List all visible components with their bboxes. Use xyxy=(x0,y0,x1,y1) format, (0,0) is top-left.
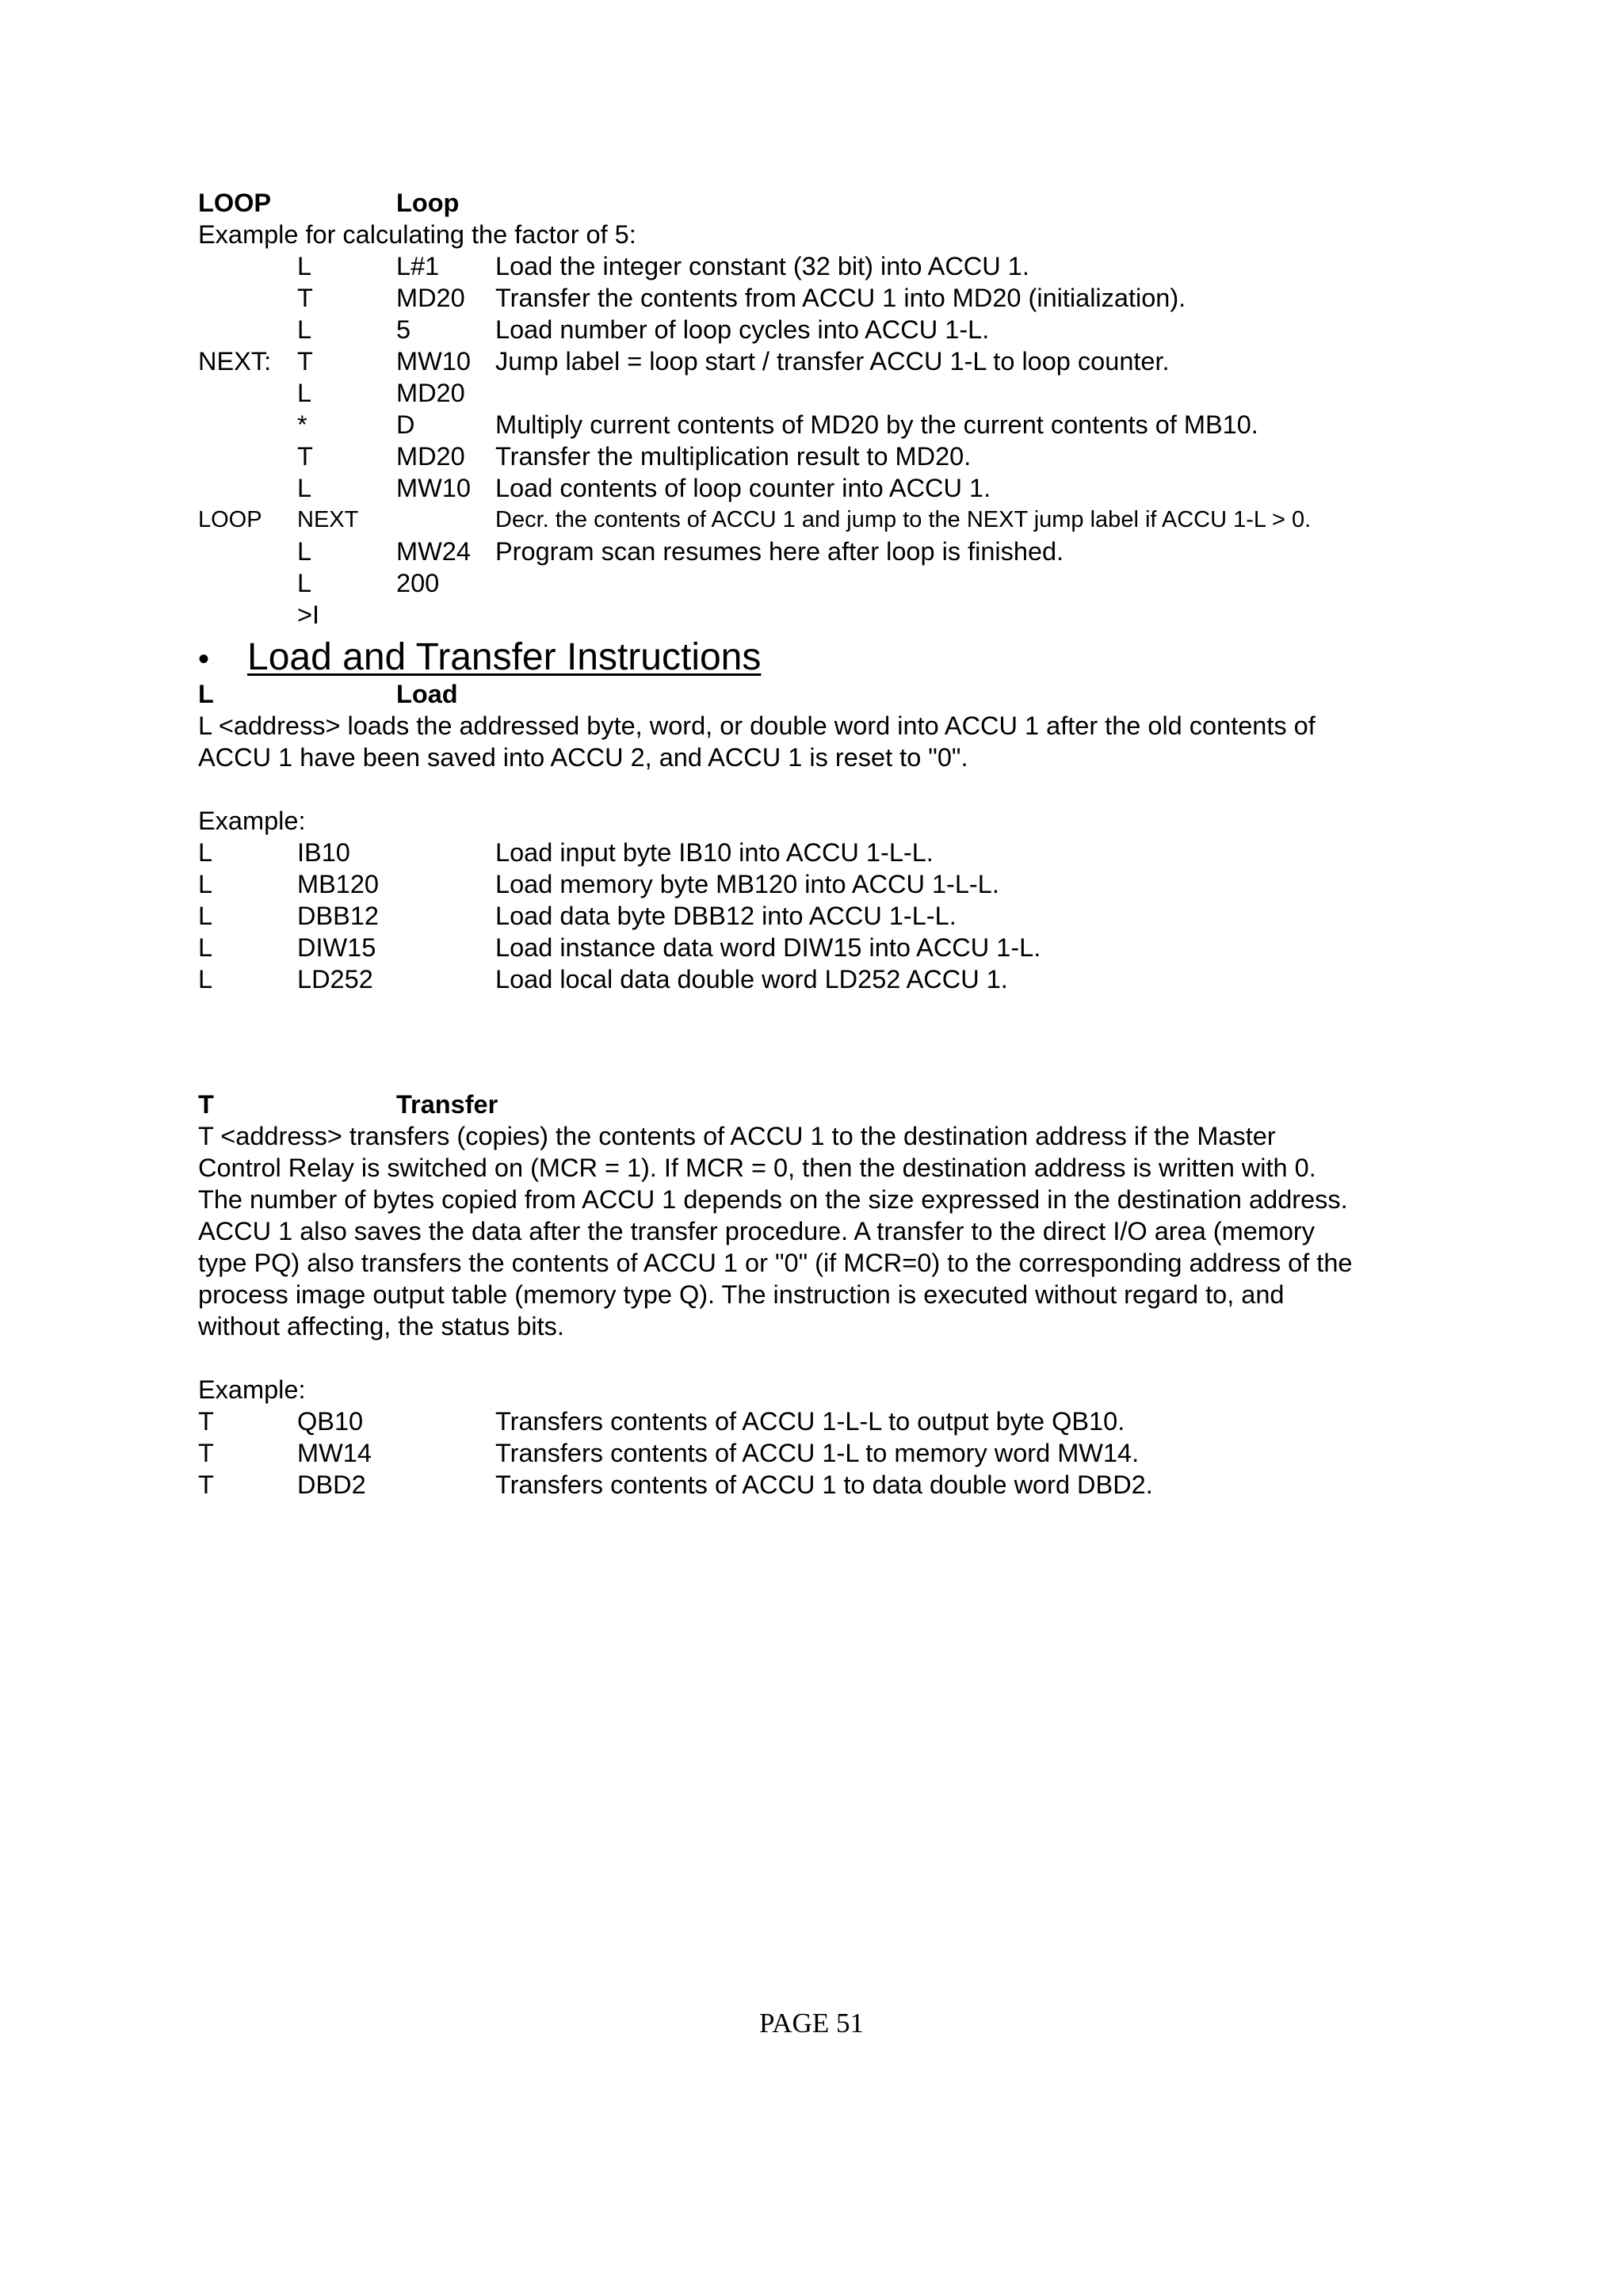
code-op: >I xyxy=(297,601,320,629)
example-comment: Transfers contents of ACCU 1-L to memory word MW14. xyxy=(495,1439,1140,1467)
load-title: Load xyxy=(396,680,458,708)
code-comment: Load number of loop cycles into ACCU 1-L. xyxy=(495,315,990,344)
example-comment: Load instance data word DIW15 into ACCU 1-L. xyxy=(495,933,1041,962)
example-op: L xyxy=(198,902,213,930)
code-op: L xyxy=(297,569,312,597)
code-comment: Decr. the contents of ACCU 1 and jump to the NEXT jump label if ACCU 1-L > 0. xyxy=(495,507,1312,532)
code-operand: 200 xyxy=(396,569,440,597)
code-op: T xyxy=(297,284,313,312)
example-comment: Transfers contents of ACCU 1 to data double word DBD2. xyxy=(495,1470,1153,1499)
code-op: L xyxy=(297,537,312,566)
transfer-description-line: Control Relay is switched on (MCR = 1). If MCR = 0, then the destination address is written with 0. xyxy=(198,1154,1316,1182)
section-heading-text: Load and Transfer Instructions xyxy=(247,636,762,678)
example-op: L xyxy=(198,965,213,994)
code-op: T xyxy=(297,442,313,471)
load-example-label: Example: xyxy=(198,807,306,835)
example-operand: DIW15 xyxy=(297,933,376,962)
example-op: L xyxy=(198,933,213,962)
example-operand: MB120 xyxy=(297,870,379,898)
loop-title: Loop xyxy=(396,189,460,217)
load-mnemonic: L xyxy=(198,680,214,708)
transfer-example-label: Example: xyxy=(198,1375,306,1404)
example-operand: IB10 xyxy=(297,838,350,867)
code-comment: Transfer the contents from ACCU 1 into MD20 (initialization). xyxy=(495,284,1186,312)
code-op: * xyxy=(297,410,307,439)
code-label: NEXT: xyxy=(198,347,272,376)
example-comment: Load memory byte MB120 into ACCU 1-L-L. xyxy=(495,870,999,898)
example-op: L xyxy=(198,838,213,867)
transfer-title: Transfer xyxy=(396,1090,498,1119)
code-comment: Load the integer constant (32 bit) into ACCU 1. xyxy=(495,252,1029,280)
example-comment: Load input byte IB10 into ACCU 1-L-L. xyxy=(495,838,934,867)
example-op: T xyxy=(198,1407,214,1436)
code-comment: Program scan resumes here after loop is finished. xyxy=(495,537,1064,566)
code-operand: MW10 xyxy=(396,347,471,376)
example-operand: DBB12 xyxy=(297,902,379,930)
transfer-description-line: The number of bytes copied from ACCU 1 depends on the size expressed in the destination address. xyxy=(198,1185,1348,1214)
example-comment: Load local data double word LD252 ACCU 1. xyxy=(495,965,1008,994)
example-comment: Transfers contents of ACCU 1-L-L to output byte QB10. xyxy=(495,1407,1125,1436)
code-operand: MW10 xyxy=(396,474,471,502)
code-comment: Jump label = loop start / transfer ACCU 1-L to loop counter. xyxy=(495,347,1170,376)
transfer-description-line: process image output table (memory type Q). The instruction is executed without regard to, and xyxy=(198,1280,1285,1309)
code-comment: Load contents of loop counter into ACCU 1. xyxy=(495,474,991,502)
page-number: PAGE 51 xyxy=(759,2008,864,2039)
example-operand: LD252 xyxy=(297,965,373,994)
transfer-description-line: ACCU 1 also saves the data after the transfer procedure. A transfer to the direct I/O area (memory xyxy=(198,1217,1315,1245)
example-op: L xyxy=(198,870,213,898)
code-operand: MW24 xyxy=(396,537,471,566)
loop-example-intro: Example for calculating the factor of 5: xyxy=(198,220,636,249)
section-heading xyxy=(198,634,761,681)
loop-mnemonic: LOOP xyxy=(198,189,272,217)
code-operand: 5 xyxy=(396,315,411,344)
code-op: T xyxy=(297,347,313,376)
code-op: L xyxy=(297,379,312,407)
transfer-description-line: type PQ) also transfers the contents of ACCU 1 or "0" (if MCR=0) to the corresponding address of the xyxy=(198,1249,1353,1277)
transfer-mnemonic: T xyxy=(198,1090,214,1119)
example-operand: QB10 xyxy=(297,1407,364,1436)
bullet-icon: • xyxy=(198,642,210,677)
example-comment: Load data byte DBB12 into ACCU 1-L-L. xyxy=(495,902,957,930)
example-op: T xyxy=(198,1439,214,1467)
code-comment: Multiply current contents of MD20 by the current contents of MB10. xyxy=(495,410,1258,439)
code-operand: MD20 xyxy=(396,284,465,312)
code-op: L xyxy=(297,252,312,280)
code-op: L xyxy=(297,315,312,344)
code-op: NEXT xyxy=(297,507,359,532)
code-label: LOOP xyxy=(198,507,262,532)
load-description-line: L <address> loads the addressed byte, word, or double word into ACCU 1 after the old contents of xyxy=(198,711,1316,740)
code-comment: Transfer the multiplication result to MD20. xyxy=(495,442,972,471)
transfer-description-line: without affecting, the status bits. xyxy=(198,1312,564,1341)
example-operand: MW14 xyxy=(297,1439,372,1467)
code-operand: D xyxy=(396,410,415,439)
example-operand: DBD2 xyxy=(297,1470,366,1499)
transfer-description-line: T <address> transfers (copies) the contents of ACCU 1 to the destination address if the Master xyxy=(198,1122,1276,1150)
example-op: T xyxy=(198,1470,214,1499)
code-op: L xyxy=(297,474,312,502)
code-operand: L#1 xyxy=(396,252,440,280)
code-operand: MD20 xyxy=(396,379,465,407)
load-description-line: ACCU 1 have been saved into ACCU 2, and ACCU 1 is reset to "0". xyxy=(198,743,968,772)
code-operand: MD20 xyxy=(396,442,465,471)
